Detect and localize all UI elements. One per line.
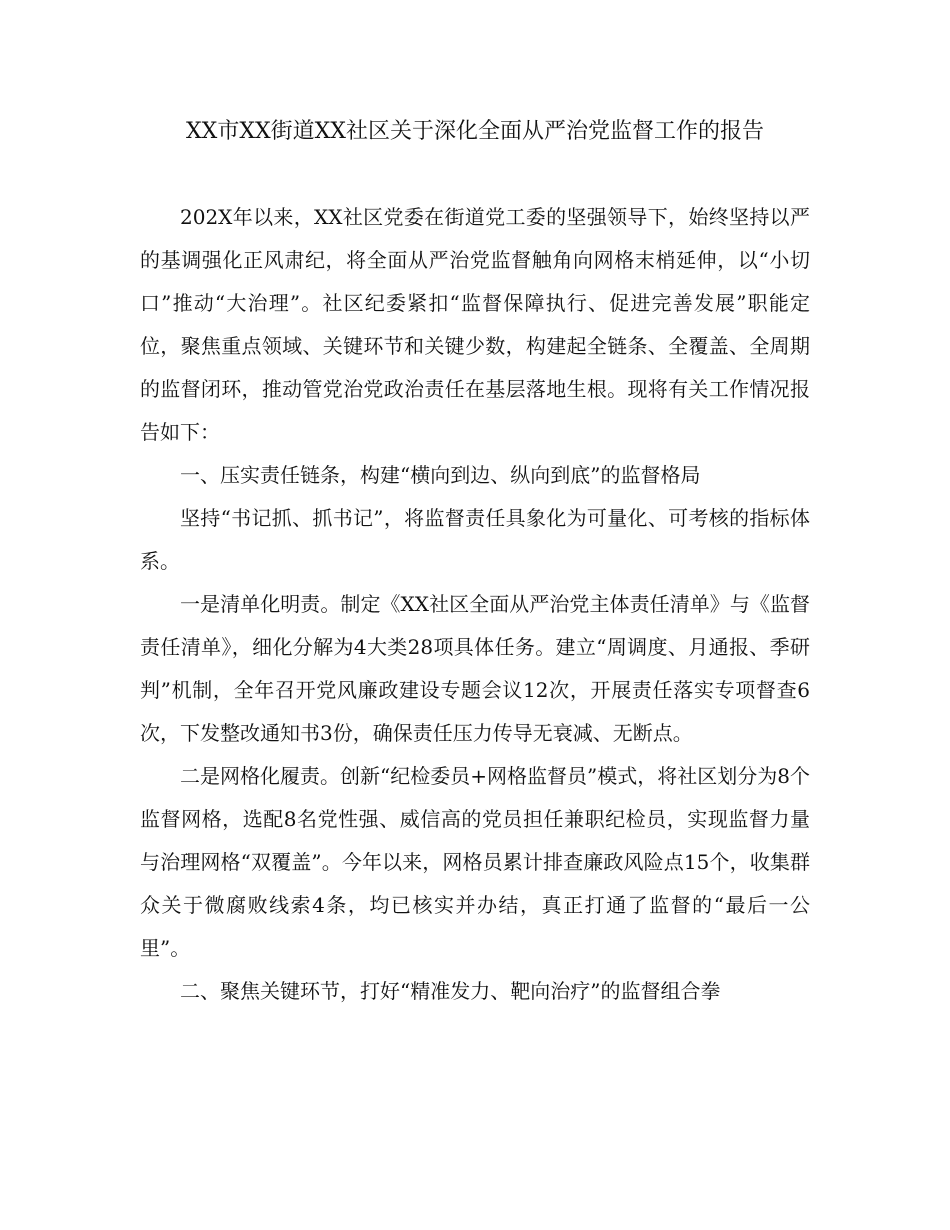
section-heading-2: 二、聚焦关键环节，打好“精准发力、靶向治疗”的监督组合拳 [180, 979, 721, 1003]
document-title: XX市XX街道XX社区关于深化全面从严治党监督工作的报告 [186, 119, 764, 144]
intro-paragraph: 202X年以来，XX社区党委在街道党工委的坚强领导下，始终坚持以严的基调强化正风肃纪，将全面从严治党监督触角向网格末梢延伸，以“小切口”推动“大治理”。社区纪委紧扣“监督保障执行、促进完善发展”职能定位，聚焦重点领域、关键环节和关键少数，构建起全链条、全覆盖、全周期的监督闭环，推动管党治党政治责任在基层落地生根。现将有关工作情况报告如下： [140, 205, 810, 444]
document-body [140, 196, 810, 1013]
point-1-paragraph: 一是清单化明责。制定《XX社区全面从严治党主体责任清单》与《监督责任清单》，细化分解为4大类28项具体任务。建立“周调度、月通报、季研判”机制，全年召开党风廉政建设专题会议12次，开展责任落实专项督查6次，下发整改通知书3份，确保责任压力传导无衰减、无断点。 [140, 592, 810, 745]
point-2-paragraph: 二是网格化履责。创新“纪检委员+网格监督员”模式，将社区划分为8个监督网格，选配8名党性强、威信高的党员担任兼职纪检员，实现监督力量与治理网格“双覆盖”。今年以来，网格员累计排查廉政风险点15个，收集群众关于微腐败线索4条，均已核实并办结，真正打通了监督的“最后一公里”。 [140, 764, 810, 960]
section-1-summary-paragraph: 坚持“书记抓、抓书记”，将监督责任具象化为可量化、可考核的指标体系。 [140, 506, 810, 573]
section-heading-1: 一、压实责任链条，构建“横向到边、纵向到底”的监督格局 [180, 463, 701, 487]
